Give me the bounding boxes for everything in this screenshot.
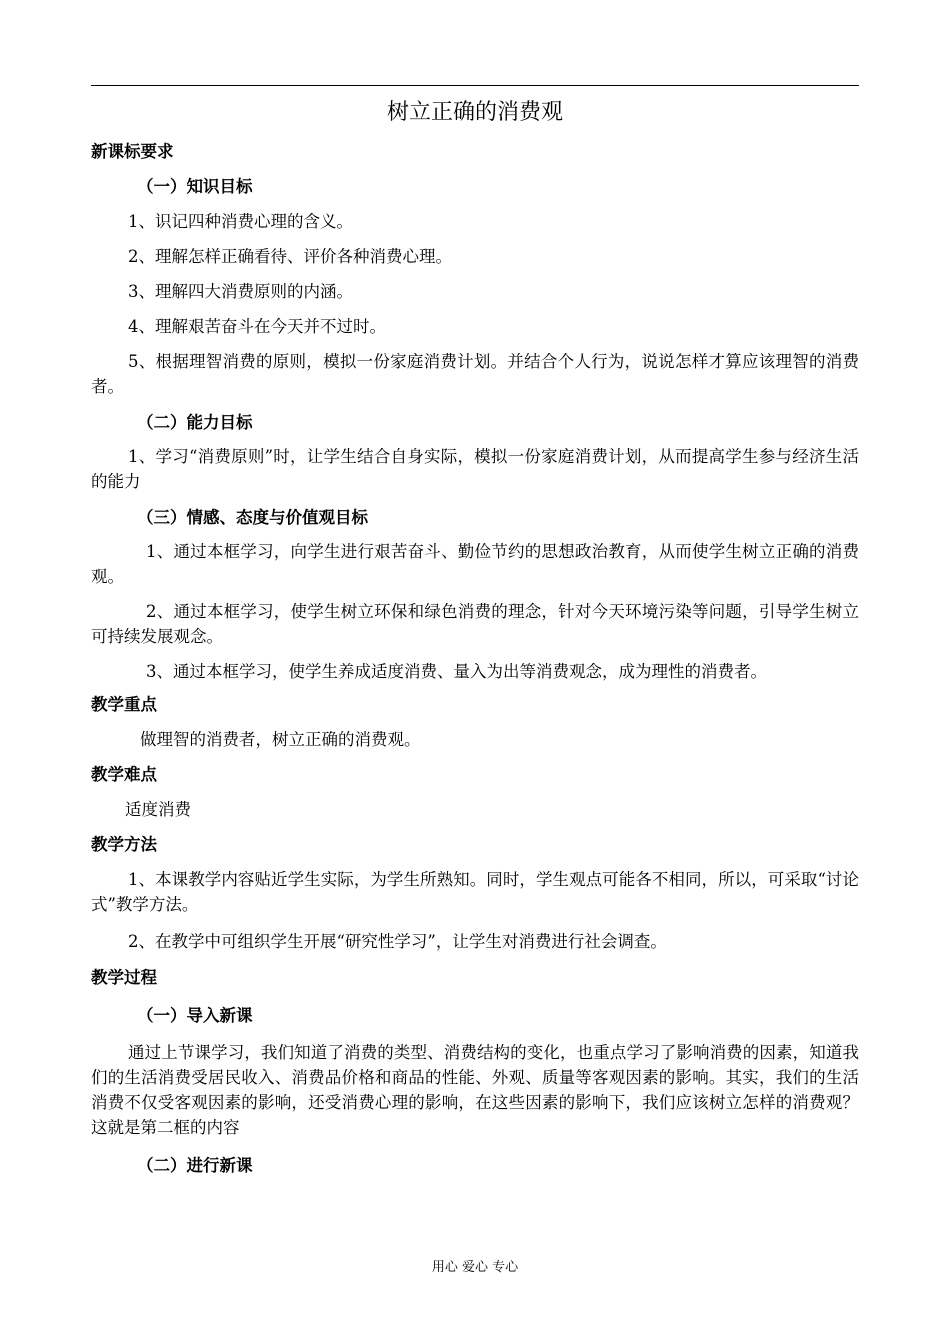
ability-item-1: 1、学习“消费原则”时，让学生结合自身实际，模拟一份家庭消费计划，从而提高学生参与经济生活的能力 bbox=[91, 447, 859, 491]
difficulty-text: 适度消费 bbox=[125, 800, 191, 819]
knowledge-item-3: 3、理解四大消费原则的内涵。 bbox=[128, 282, 353, 301]
knowledge-item-1: 1、识记四种消费心理的含义。 bbox=[128, 212, 353, 231]
header-rule bbox=[91, 85, 859, 86]
subheading-new-lesson: （二）进行新课 bbox=[137, 1156, 253, 1175]
values-item-1: 1、通过本框学习，向学生进行艰苦奋斗、勤俭节约的思想政治教育，从而使学生树立正确的消费观。 bbox=[91, 542, 859, 586]
document-title: 树立正确的消费观 bbox=[386, 100, 563, 125]
focus-text: 做理智的消费者，树立正确的消费观。 bbox=[140, 730, 421, 749]
knowledge-item-2: 2、理解怎样正确看待、评价各种消费心理。 bbox=[128, 247, 452, 266]
subheading-knowledge: （一）知识目标 bbox=[137, 177, 253, 196]
subheading-ability: （二）能力目标 bbox=[137, 413, 253, 432]
method-item-1: 1、本课教学内容贴近学生实际，为学生所熟知。同时，学生观点可能各不相同，所以，可采取“讨论式”教学方法。 bbox=[91, 870, 859, 914]
values-item-3: 3、通过本框学习，使学生养成适度消费、量入为出等消费观念，成为理性的消费者。 bbox=[146, 662, 767, 681]
section-heading-method: 教学方法 bbox=[91, 835, 157, 854]
intro-text: 通过上节课学习，我们知道了消费的类型、消费结构的变化，也重点学习了影响消费的因素，知道我们的生活消费受居民收入、消费品价格和商品的性能、外观、质量等客观因素的影响。其实，我们的生活消费不仅受客观因素的影响，还受消费心理的影响，在这些因素的影响下，我们应该树立怎样的消费观？这就是第二框的内容 bbox=[91, 1043, 859, 1137]
section-heading-focus: 教学重点 bbox=[91, 695, 157, 714]
section-heading-curriculum: 新课标要求 bbox=[91, 142, 174, 161]
knowledge-item-4: 4、理解艰苦奋斗在今天并不过时。 bbox=[128, 317, 386, 336]
section-heading-process: 教学过程 bbox=[91, 968, 157, 987]
method-item-2: 2、在教学中可组织学生开展“研究性学习”，让学生对消费进行社会调查。 bbox=[128, 932, 667, 951]
section-heading-difficulty: 教学难点 bbox=[91, 765, 157, 784]
knowledge-item-5: 5、根据理智消费的原则，模拟一份家庭消费计划。并结合个人行为，说说怎样才算应该理智的消费者。 bbox=[91, 352, 859, 396]
document-body bbox=[91, 138, 859, 1179]
page-footer: 用心 爱心 专心 bbox=[431, 1260, 519, 1275]
values-item-2: 2、通过本框学习，使学生树立环保和绿色消费的理念，针对今天环境污染等问题，引导学生树立可持续发展观念。 bbox=[91, 602, 859, 646]
subheading-intro: （一）导入新课 bbox=[137, 1006, 253, 1025]
subheading-values: （三）情感、态度与价值观目标 bbox=[137, 508, 368, 527]
